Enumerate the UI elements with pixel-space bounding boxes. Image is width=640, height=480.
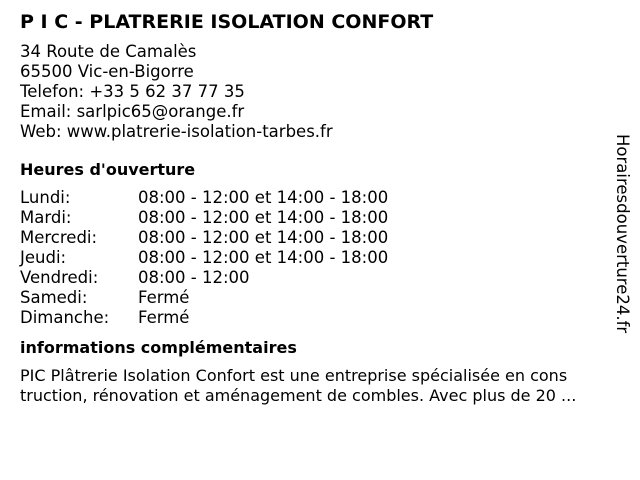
opening-hours-table: [20, 188, 610, 328]
hours-row-vendredi: [20, 268, 610, 288]
day-label: Mercredi:: [20, 228, 98, 247]
day-hours: 08:00 - 12:00 et 14:00 - 18:00: [138, 248, 389, 267]
day-hours: 08:00 - 12:00 et 14:00 - 18:00: [138, 228, 389, 247]
description-line-2: truction, rénovation et aménagement de combles. Avec plus de 20 ...: [20, 386, 577, 405]
address-line-1: 34 Route de Camalès: [20, 42, 197, 61]
day-hours: 08:00 - 12:00 et 14:00 - 18:00: [138, 188, 389, 207]
hours-row-mercredi: [20, 228, 610, 248]
address-line-2: 65500 Vic-en-Bigorre: [20, 62, 194, 81]
day-label: Vendredi:: [20, 268, 99, 287]
day-hours: Fermé: [138, 308, 190, 327]
day-label: Dimanche:: [20, 308, 110, 327]
business-title: P I C - PLATRERIE ISOLATION CONFORT: [20, 11, 434, 33]
phone-line: Telefon: +33 5 62 37 77 35: [20, 82, 245, 101]
day-label: Samedi:: [20, 288, 88, 307]
business-card: [20, 10, 610, 406]
hours-row-jeudi: [20, 248, 610, 268]
hours-row-samedi: [20, 288, 610, 308]
day-label: Lundi:: [20, 188, 71, 207]
day-label: Jeudi:: [20, 248, 67, 267]
site-watermark: Horairesdouverture24.fr: [613, 134, 632, 334]
opening-hours-heading: Heures d'ouverture: [20, 160, 196, 179]
day-hours: Fermé: [138, 288, 190, 307]
description-line-1: PIC Plâtrerie Isolation Confort est une entreprise spécialisée en cons: [20, 366, 568, 385]
day-label: Mardi:: [20, 208, 72, 227]
hours-row-mardi: [20, 208, 610, 228]
additional-info-heading: informations complémentaires: [20, 338, 297, 357]
hours-row-dimanche: [20, 308, 610, 328]
day-hours: 08:00 - 12:00 et 14:00 - 18:00: [138, 208, 389, 227]
day-hours: 08:00 - 12:00: [138, 268, 250, 287]
hours-row-lundi: [20, 188, 610, 208]
email-line: Email: sarlpic65@orange.fr: [20, 102, 245, 121]
web-line: Web: www.platrerie-isolation-tarbes.fr: [20, 122, 333, 141]
